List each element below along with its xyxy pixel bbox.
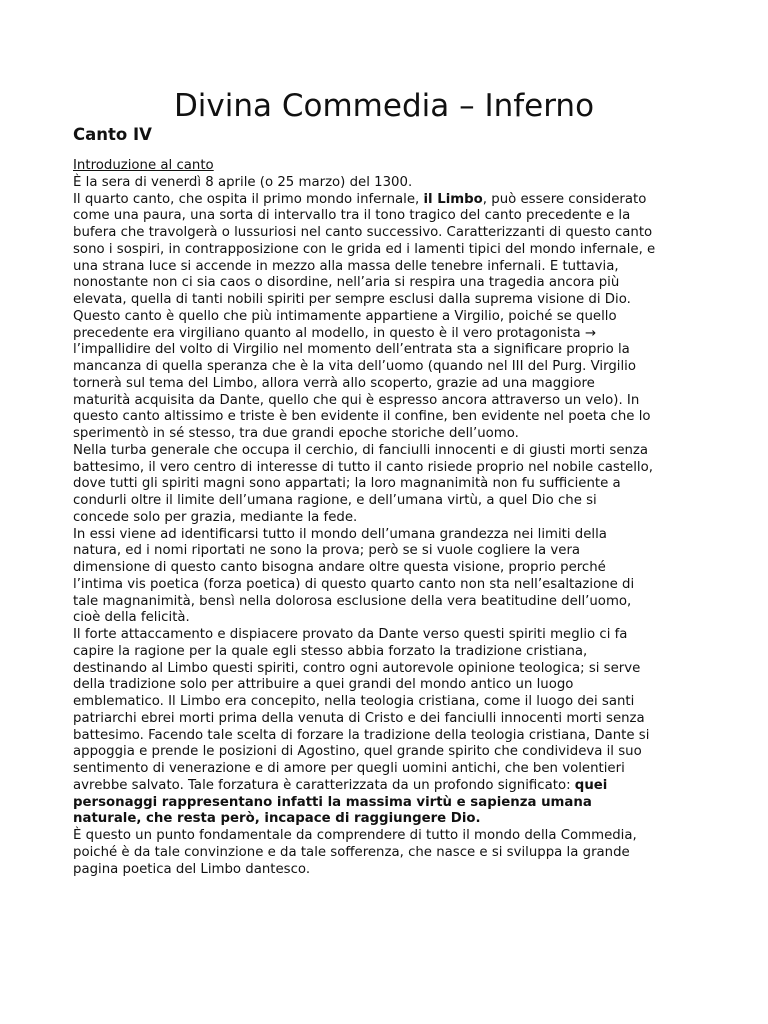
text-run: appoggia e prende le posizioni di Agostino, quel grande spirito che condivideva il suo bbox=[73, 744, 642, 760]
text-line bbox=[73, 342, 701, 359]
text-run: una strana luce si accende in mezzo alla massa delle tenebre infernali. E tuttavia, bbox=[73, 258, 619, 274]
text-run: pagina poetica del Limbo dantesco. bbox=[73, 861, 311, 877]
text-line bbox=[73, 711, 701, 728]
text-line bbox=[73, 610, 701, 627]
text-run: l’intima vis poetica (forza poetica) di questo quarto canto non sta nell’esaltazione di bbox=[73, 576, 635, 592]
document-body bbox=[73, 158, 701, 878]
text-line bbox=[73, 644, 701, 661]
text-line bbox=[73, 527, 701, 544]
text-line bbox=[73, 443, 701, 460]
text-run: della tradizione solo per attribuire a quei grandi del mondo antico un luogo bbox=[73, 677, 574, 693]
text-run: battesimo, il vero centro di interesse di tutto il canto risiede proprio nel nobile castello, bbox=[73, 459, 653, 475]
text-line bbox=[73, 627, 701, 644]
text-run: Questo canto è quello che più intimamente appartiene a Virgilio, poiché se quello bbox=[73, 308, 617, 324]
text-run: sperimentò in sé stesso, tra due grandi epoche storiche dell’uomo. bbox=[73, 426, 519, 441]
text-line bbox=[73, 661, 701, 678]
text-run: battesimo. Facendo tale scelta di forzare la tradizione della teologia cristiana, Dante si bbox=[73, 727, 650, 743]
text-line bbox=[73, 376, 701, 393]
text-run: patriarchi ebrei morti prima della venuta di Cristo e dei fanciulli innocenti morti senza bbox=[73, 710, 645, 726]
text-line bbox=[73, 560, 701, 577]
text-run: sono i sospiri, in contrapposizione con le grida ed i lamenti tipici del mondo infernale, e bbox=[73, 241, 656, 257]
text-line bbox=[73, 292, 701, 309]
text-line bbox=[73, 577, 701, 594]
text-line bbox=[73, 225, 701, 242]
text-run: mancanza di quella speranza che è la vita dell’uomo (quando nel III del Purg. Virgilio bbox=[73, 359, 637, 374]
text-run: emblematico. Il Limbo era concepito, nella teologia cristiana, come il luogo dei santi bbox=[73, 694, 635, 709]
text-line bbox=[73, 326, 701, 343]
body-text bbox=[73, 175, 701, 879]
text-run: Il quarto canto, che ospita il primo mondo infernale, bbox=[73, 191, 424, 207]
text-line bbox=[73, 476, 701, 493]
text-line bbox=[73, 426, 701, 443]
document-title: Divina Commedia – Inferno bbox=[173, 88, 595, 124]
text-line bbox=[73, 208, 701, 225]
text-line bbox=[73, 845, 701, 862]
text-line bbox=[73, 242, 701, 259]
text-run: È la sera di venerdì 8 aprile (o 25 marzo) del 1300. bbox=[73, 174, 413, 190]
text-line bbox=[73, 192, 701, 209]
text-line bbox=[73, 275, 701, 292]
text-line bbox=[73, 359, 701, 376]
text-line bbox=[73, 393, 701, 410]
text-run: Il forte attaccamento e dispiacere provato da Dante verso questi spiriti meglio ci fa bbox=[73, 627, 628, 642]
text-run: elevata, quella di tanti nobili spiriti per sempre esclusi dalla suprema visione di Dio. bbox=[73, 292, 631, 307]
text-line bbox=[73, 460, 701, 477]
canto-heading: Canto IV bbox=[73, 125, 152, 144]
text-run: avrebbe salvato. Tale forzatura è caratterizzata da un profondo significato: bbox=[73, 777, 575, 793]
text-run: bufera che travolgerà o lussuriosi nel canto successivo. Caratterizzanti di questo canto bbox=[73, 225, 653, 240]
text-line bbox=[73, 259, 701, 276]
text-run: capire la ragione per la quale egli stesso abbia forzato la tradizione cristiana, bbox=[73, 643, 588, 659]
text-run: dimensione di questo canto bisogna andare oltre questa visione, proprio perché bbox=[73, 560, 606, 575]
text-run: questo canto altissimo e triste è ben evidente il confine, ben evidente nel poeta che lo bbox=[73, 409, 651, 425]
bold-text-run: quei bbox=[574, 777, 608, 793]
text-line bbox=[73, 795, 701, 812]
text-run: poiché è da tale convinzione e da tale sofferenza, che nasce e si sviluppa la grande bbox=[73, 844, 630, 860]
text-run: sentimento di venerazione e di amore per quegli uomini antichi, che ben volentieri bbox=[73, 761, 625, 776]
section-heading: Introduzione al canto bbox=[73, 158, 214, 173]
text-run: precedente era virgiliano quanto al modello, in questo è il vero protagonista → bbox=[73, 325, 596, 341]
text-line bbox=[73, 543, 701, 560]
text-line bbox=[73, 175, 701, 192]
bold-text-run: naturale, che resta però, incapace di raggiungere Dio. bbox=[73, 811, 481, 827]
text-run: nonostante non ci sia caos o disordine, nell’aria si respira una tragedia ancora più bbox=[73, 275, 620, 291]
text-run: concede solo per grazia, mediante la fede. bbox=[73, 509, 358, 525]
text-line bbox=[73, 677, 701, 694]
text-line bbox=[73, 761, 701, 778]
text-run: maturità acquisita da Dante, quello che qui è espresso ancora attraverso un velo). In bbox=[73, 392, 640, 408]
text-run: dove tutti gli spiriti magni sono appartati; la loro magnanimità non fu sufficiente a bbox=[73, 476, 621, 492]
text-line bbox=[73, 409, 701, 426]
text-run: l’impallidire del volto di Virgilio nel momento dell’entrata sta a significare proprio la bbox=[73, 342, 630, 358]
text-line bbox=[73, 728, 701, 745]
text-run: cioè della felicità. bbox=[73, 610, 190, 626]
text-line bbox=[73, 309, 701, 326]
text-run: natura, ed i nomi riportati ne sono la prova; però se si vuole cogliere la vera bbox=[73, 543, 581, 559]
text-run: come una paura, una sorta di intervallo tra il tono tragico del canto precedente e la bbox=[73, 208, 631, 224]
text-run: , può essere considerato bbox=[482, 191, 647, 207]
text-line bbox=[73, 862, 701, 879]
text-line bbox=[73, 694, 701, 711]
text-run: In essi viene ad identificarsi tutto il mondo dell’umana grandezza nei limiti della bbox=[73, 526, 607, 542]
text-run: È questo un punto fondamentale da comprendere di tutto il mondo della Commedia, bbox=[73, 828, 637, 843]
text-run: tale magnanimità, bensì nella dolorosa esclusione della vera beatitudine dell’uomo, bbox=[73, 593, 632, 609]
text-line bbox=[73, 510, 701, 527]
text-run: tornerà sul tema del Limbo, allora verrà allo scoperto, grazie ad una maggiore bbox=[73, 375, 595, 391]
text-run: destinando al Limbo questi spiriti, contro ogni autorevole opinione teologica; si serve bbox=[73, 660, 641, 676]
text-line bbox=[73, 828, 701, 845]
bold-text-run: il Limbo bbox=[423, 191, 483, 207]
text-line bbox=[73, 778, 701, 795]
text-run: Nella turba generale che occupa il cerchio, di fanciulli innocenti e di giusti morti senza bbox=[73, 442, 649, 458]
bold-text-run: personaggi rappresentano infatti la massima virtù e sapienza umana bbox=[73, 794, 592, 810]
text-line bbox=[73, 811, 701, 828]
text-line bbox=[73, 744, 701, 761]
text-run: condurli oltre il limite dell’umana ragione, e dell’umana virtù, a quel Dio che si bbox=[73, 493, 597, 508]
text-line bbox=[73, 493, 701, 510]
text-line bbox=[73, 594, 701, 611]
